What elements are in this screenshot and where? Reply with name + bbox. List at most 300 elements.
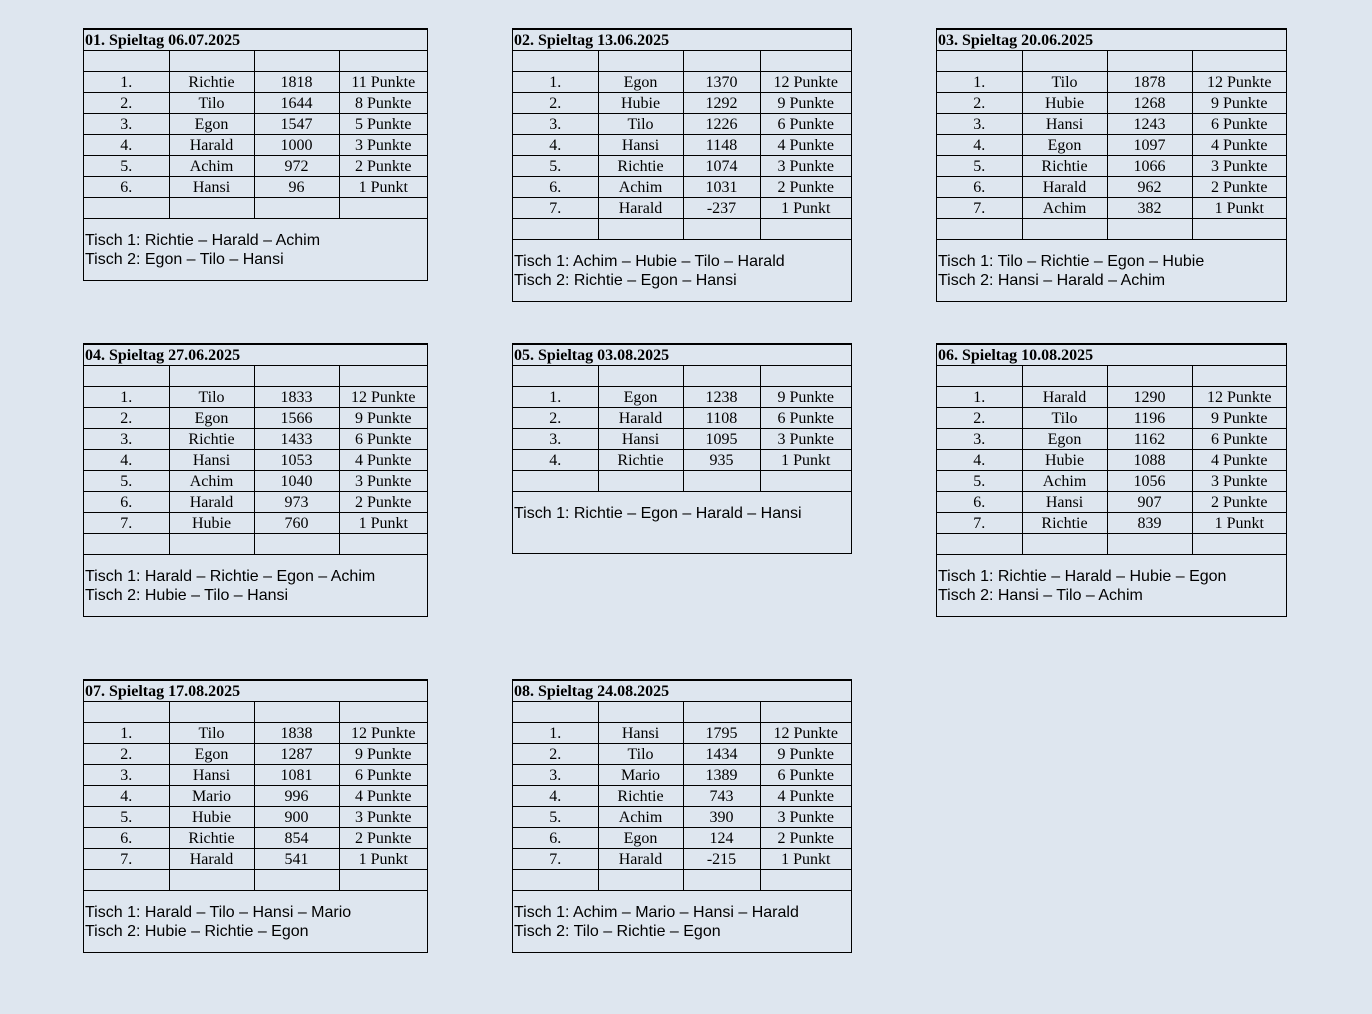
points-cell: 1 Punkt: [760, 450, 851, 471]
player-name-cell: Egon: [1022, 135, 1107, 156]
table-assignments: [937, 555, 1286, 605]
empty-cell: [598, 471, 683, 492]
empty-cell: [683, 702, 760, 723]
empty-cell: [513, 471, 598, 492]
table-row: [513, 198, 851, 219]
points-cell: 3 Punkte: [339, 135, 427, 156]
points-cell: 4 Punkte: [339, 450, 427, 471]
points-cell: 2 Punkte: [339, 492, 427, 513]
empty-cell: [254, 366, 339, 387]
empty-cell: [683, 366, 760, 387]
player-name-cell: Hansi: [169, 450, 254, 471]
player-name-cell: Harald: [1022, 387, 1107, 408]
table-assignment: Tisch 2: Hansi – Tilo – Achim: [938, 587, 1143, 604]
points-cell: 4 Punkte: [760, 135, 851, 156]
spieltag-card: [83, 679, 428, 953]
empty-cell: [1107, 51, 1192, 72]
player-name-cell: Tilo: [1022, 72, 1107, 93]
table-assignment: Tisch 1: Achim – Hubie – Tilo – Harald: [514, 253, 785, 270]
table-assignment: Tisch 2: Egon – Tilo – Hansi: [85, 251, 284, 268]
player-name-cell: Egon: [598, 828, 683, 849]
ranking-table: [84, 680, 427, 891]
table-row: [937, 93, 1286, 114]
table-row: [513, 408, 851, 429]
empty-cell: [513, 702, 598, 723]
table-assignment: Tisch 2: Hubie – Tilo – Hansi: [85, 587, 289, 604]
table-row: [84, 429, 427, 450]
empty-cell: [683, 219, 760, 240]
score-cell: 1292: [683, 93, 760, 114]
empty-row: [84, 870, 427, 891]
empty-cell: [254, 51, 339, 72]
player-name-cell: Richtie: [1022, 513, 1107, 534]
player-name-cell: Richtie: [1022, 156, 1107, 177]
rank-cell: 2.: [937, 408, 1022, 429]
points-cell: 4 Punkte: [760, 786, 851, 807]
table-assignments: [513, 891, 851, 941]
spieltag-title: 05. Spieltag 03.08.2025: [513, 345, 851, 366]
empty-cell: [760, 870, 851, 891]
score-cell: 1433: [254, 429, 339, 450]
score-cell: 1097: [1107, 135, 1192, 156]
rank-cell: 5.: [513, 156, 598, 177]
empty-cell: [84, 534, 169, 555]
empty-cell: [683, 471, 760, 492]
empty-cell: [254, 198, 339, 219]
empty-cell: [513, 219, 598, 240]
table-row: [937, 450, 1286, 471]
empty-cell: [598, 219, 683, 240]
table-assignment: Tisch 1: Achim – Mario – Hansi – Harald: [514, 904, 799, 921]
score-cell: 1370: [683, 72, 760, 93]
rank-cell: 5.: [513, 807, 598, 828]
player-name-cell: Egon: [598, 72, 683, 93]
rank-cell: 3.: [84, 765, 169, 786]
empty-cell: [84, 51, 169, 72]
rank-cell: 2.: [513, 93, 598, 114]
table-assignment: Tisch 1: Richtie – Harald – Hubie – Egon: [938, 568, 1227, 585]
empty-row: [84, 198, 427, 219]
table-row: [937, 114, 1286, 135]
table-row: [84, 786, 427, 807]
table-assignment: Tisch 1: Tilo – Richtie – Egon – Hubie: [938, 253, 1205, 270]
score-cell: 390: [683, 807, 760, 828]
rank-cell: 3.: [513, 765, 598, 786]
ranking-table: [937, 344, 1286, 555]
table-row: [937, 471, 1286, 492]
table-row: [513, 744, 851, 765]
rank-cell: 4.: [84, 135, 169, 156]
score-cell: 1287: [254, 744, 339, 765]
player-name-cell: Mario: [598, 765, 683, 786]
spieltag-title: 06. Spieltag 10.08.2025: [937, 345, 1286, 366]
points-cell: 2 Punkte: [1192, 492, 1286, 513]
empty-row: [513, 471, 851, 492]
table-assignments: [84, 555, 427, 605]
spieltag-card: [83, 343, 428, 617]
spieltag-card: [512, 343, 852, 554]
points-cell: 3 Punkte: [760, 429, 851, 450]
player-name-cell: Hansi: [598, 429, 683, 450]
points-cell: 1 Punkt: [760, 849, 851, 870]
player-name-cell: Hubie: [169, 513, 254, 534]
player-name-cell: Harald: [1022, 177, 1107, 198]
empty-row: [84, 51, 427, 72]
empty-cell: [1107, 366, 1192, 387]
player-name-cell: Achim: [1022, 471, 1107, 492]
ranking-table: [513, 29, 851, 240]
points-cell: 3 Punkte: [760, 807, 851, 828]
score-cell: 1095: [683, 429, 760, 450]
rank-cell: 7.: [513, 849, 598, 870]
table-row: [84, 492, 427, 513]
score-cell: 1434: [683, 744, 760, 765]
points-cell: 12 Punkte: [339, 723, 427, 744]
player-name-cell: Hansi: [169, 765, 254, 786]
table-row: [513, 828, 851, 849]
player-name-cell: Egon: [169, 744, 254, 765]
empty-cell: [1192, 366, 1286, 387]
rank-cell: 4.: [513, 450, 598, 471]
empty-cell: [254, 702, 339, 723]
table-row: [937, 429, 1286, 450]
table-assignment: Tisch 1: Richtie – Egon – Harald – Hansi: [514, 505, 802, 522]
points-cell: 5 Punkte: [339, 114, 427, 135]
empty-cell: [598, 366, 683, 387]
table-assignments: [84, 891, 427, 941]
spieltag-title: 02. Spieltag 13.06.2025: [513, 30, 851, 51]
empty-cell: [169, 51, 254, 72]
points-cell: 6 Punkte: [760, 765, 851, 786]
score-cell: 962: [1107, 177, 1192, 198]
table-assignments: [513, 492, 851, 523]
score-cell: 1074: [683, 156, 760, 177]
score-cell: 1148: [683, 135, 760, 156]
table-row: [513, 786, 851, 807]
table-row: [84, 135, 427, 156]
score-cell: 1268: [1107, 93, 1192, 114]
table-row: [84, 93, 427, 114]
score-cell: 1547: [254, 114, 339, 135]
rank-cell: 2.: [84, 93, 169, 114]
ranking-table: [84, 29, 427, 219]
table-row: [84, 156, 427, 177]
empty-cell: [339, 534, 427, 555]
player-name-cell: Hubie: [1022, 93, 1107, 114]
empty-cell: [598, 51, 683, 72]
player-name-cell: Achim: [169, 471, 254, 492]
player-name-cell: Harald: [598, 198, 683, 219]
player-name-cell: Richtie: [598, 786, 683, 807]
empty-cell: [339, 198, 427, 219]
rank-cell: 5.: [84, 156, 169, 177]
points-cell: 12 Punkte: [760, 723, 851, 744]
table-row: [84, 387, 427, 408]
player-name-cell: Egon: [169, 114, 254, 135]
empty-cell: [937, 219, 1022, 240]
player-name-cell: Richtie: [598, 156, 683, 177]
table-assignment: Tisch 2: Hansi – Harald – Achim: [938, 272, 1166, 289]
score-cell: 973: [254, 492, 339, 513]
empty-row: [84, 534, 427, 555]
score-cell: 1053: [254, 450, 339, 471]
points-cell: 4 Punkte: [1192, 450, 1286, 471]
rank-cell: 7.: [84, 513, 169, 534]
player-name-cell: Egon: [169, 408, 254, 429]
spieltag-title: 08. Spieltag 24.08.2025: [513, 681, 851, 702]
points-cell: 1 Punkt: [1192, 513, 1286, 534]
spieltag-title: 04. Spieltag 27.06.2025: [84, 345, 427, 366]
table-assignments: [937, 240, 1286, 290]
rank-cell: 2.: [513, 744, 598, 765]
player-name-cell: Hubie: [598, 93, 683, 114]
empty-cell: [760, 471, 851, 492]
score-cell: 1056: [1107, 471, 1192, 492]
empty-cell: [1107, 219, 1192, 240]
table-row: [84, 828, 427, 849]
player-name-cell: Egon: [1022, 429, 1107, 450]
empty-cell: [169, 870, 254, 891]
rank-cell: 2.: [937, 93, 1022, 114]
player-name-cell: Richtie: [169, 72, 254, 93]
player-name-cell: Hansi: [169, 177, 254, 198]
table-row: [937, 72, 1286, 93]
score-cell: -215: [683, 849, 760, 870]
empty-cell: [513, 870, 598, 891]
score-cell: 1243: [1107, 114, 1192, 135]
points-cell: 3 Punkte: [1192, 471, 1286, 492]
spieltag-title: 03. Spieltag 20.06.2025: [937, 30, 1286, 51]
rank-cell: 5.: [937, 471, 1022, 492]
empty-cell: [339, 366, 427, 387]
rank-cell: 4.: [937, 450, 1022, 471]
player-name-cell: Hansi: [598, 723, 683, 744]
table-assignment: Tisch 2: Richtie – Egon – Hansi: [514, 272, 737, 289]
empty-cell: [339, 51, 427, 72]
spieltag-card: [936, 28, 1287, 302]
empty-cell: [1022, 534, 1107, 555]
spieltag-card: [936, 343, 1287, 617]
empty-cell: [84, 702, 169, 723]
table-row: [937, 492, 1286, 513]
rank-cell: 3.: [937, 429, 1022, 450]
table-row: [513, 72, 851, 93]
points-cell: 12 Punkte: [760, 72, 851, 93]
points-cell: 9 Punkte: [760, 387, 851, 408]
rank-cell: 3.: [84, 429, 169, 450]
empty-cell: [937, 534, 1022, 555]
points-cell: 2 Punkte: [339, 156, 427, 177]
score-cell: 1081: [254, 765, 339, 786]
score-cell: 1833: [254, 387, 339, 408]
table-row: [937, 156, 1286, 177]
rank-cell: 1.: [84, 723, 169, 744]
table-row: [513, 807, 851, 828]
score-cell: 760: [254, 513, 339, 534]
table-assignment: Tisch 2: Hubie – Richtie – Egon: [85, 923, 309, 940]
score-cell: 900: [254, 807, 339, 828]
table-row: [84, 72, 427, 93]
table-row: [84, 723, 427, 744]
rank-cell: 6.: [84, 828, 169, 849]
ranking-table: [513, 344, 851, 492]
score-cell: 935: [683, 450, 760, 471]
points-cell: 9 Punkte: [339, 408, 427, 429]
rank-cell: 5.: [84, 471, 169, 492]
points-cell: 2 Punkte: [339, 828, 427, 849]
empty-cell: [937, 51, 1022, 72]
table-row: [84, 849, 427, 870]
points-cell: 8 Punkte: [339, 93, 427, 114]
table-row: [84, 471, 427, 492]
rank-cell: 3.: [513, 429, 598, 450]
spieltag-title: 01. Spieltag 06.07.2025: [84, 30, 427, 51]
points-cell: 4 Punkte: [339, 786, 427, 807]
score-cell: 996: [254, 786, 339, 807]
empty-cell: [1022, 51, 1107, 72]
table-row: [937, 198, 1286, 219]
points-cell: 9 Punkte: [1192, 408, 1286, 429]
spieltag-card: [512, 28, 852, 302]
table-row: [84, 513, 427, 534]
score-cell: 1795: [683, 723, 760, 744]
rank-cell: 1.: [513, 387, 598, 408]
table-row: [513, 156, 851, 177]
empty-cell: [598, 870, 683, 891]
points-cell: 1 Punkt: [1192, 198, 1286, 219]
rank-cell: 5.: [937, 156, 1022, 177]
table-row: [937, 408, 1286, 429]
points-cell: 2 Punkte: [760, 828, 851, 849]
table-assignment: Tisch 1: Harald – Tilo – Hansi – Mario: [85, 904, 352, 921]
player-name-cell: Tilo: [169, 387, 254, 408]
points-cell: 6 Punkte: [1192, 114, 1286, 135]
player-name-cell: Richtie: [169, 429, 254, 450]
table-row: [937, 513, 1286, 534]
table-row: [513, 765, 851, 786]
table-row: [937, 135, 1286, 156]
rank-cell: 1.: [84, 387, 169, 408]
empty-row: [513, 870, 851, 891]
spieltag-card: [83, 28, 428, 281]
table-row: [84, 450, 427, 471]
score-cell: 972: [254, 156, 339, 177]
ranking-table: [937, 29, 1286, 240]
points-cell: 3 Punkte: [760, 156, 851, 177]
empty-cell: [1022, 366, 1107, 387]
empty-cell: [84, 870, 169, 891]
empty-row: [937, 51, 1286, 72]
points-cell: 12 Punkte: [1192, 387, 1286, 408]
empty-cell: [760, 366, 851, 387]
table-row: [84, 744, 427, 765]
empty-cell: [513, 51, 598, 72]
player-name-cell: Egon: [598, 387, 683, 408]
player-name-cell: Mario: [169, 786, 254, 807]
points-cell: 2 Punkte: [760, 177, 851, 198]
player-name-cell: Hansi: [1022, 114, 1107, 135]
points-cell: 1 Punkt: [760, 198, 851, 219]
empty-cell: [169, 366, 254, 387]
player-name-cell: Tilo: [1022, 408, 1107, 429]
score-cell: 743: [683, 786, 760, 807]
points-cell: 3 Punkte: [339, 807, 427, 828]
player-name-cell: Tilo: [598, 744, 683, 765]
player-name-cell: Harald: [169, 492, 254, 513]
player-name-cell: Hubie: [1022, 450, 1107, 471]
empty-cell: [169, 702, 254, 723]
empty-row: [513, 51, 851, 72]
rank-cell: 6.: [84, 492, 169, 513]
score-cell: 1088: [1107, 450, 1192, 471]
player-name-cell: Achim: [598, 177, 683, 198]
rank-cell: 4.: [513, 135, 598, 156]
rank-cell: 2.: [84, 408, 169, 429]
points-cell: 3 Punkte: [339, 471, 427, 492]
score-cell: 1290: [1107, 387, 1192, 408]
player-name-cell: Richtie: [598, 450, 683, 471]
empty-cell: [937, 366, 1022, 387]
rank-cell: 1.: [513, 72, 598, 93]
points-cell: 6 Punkte: [339, 429, 427, 450]
points-cell: 9 Punkte: [760, 744, 851, 765]
table-assignment: Tisch 2: Tilo – Richtie – Egon: [514, 923, 721, 940]
score-cell: 1238: [683, 387, 760, 408]
score-cell: 1162: [1107, 429, 1192, 450]
empty-cell: [339, 870, 427, 891]
empty-cell: [760, 702, 851, 723]
rank-cell: 1.: [937, 387, 1022, 408]
table-assignment: Tisch 1: Harald – Richtie – Egon – Achim: [85, 568, 376, 585]
points-cell: 1 Punkt: [339, 849, 427, 870]
points-cell: 12 Punkte: [339, 387, 427, 408]
empty-cell: [169, 534, 254, 555]
player-name-cell: Tilo: [169, 723, 254, 744]
empty-cell: [254, 534, 339, 555]
player-name-cell: Tilo: [169, 93, 254, 114]
score-cell: 1389: [683, 765, 760, 786]
rank-cell: 7.: [937, 198, 1022, 219]
table-assignments: [513, 240, 851, 290]
empty-cell: [84, 198, 169, 219]
spieltag-card: [512, 679, 852, 953]
rank-cell: 4.: [937, 135, 1022, 156]
rank-cell: 4.: [84, 786, 169, 807]
rank-cell: 6.: [84, 177, 169, 198]
points-cell: 2 Punkte: [1192, 177, 1286, 198]
points-cell: 9 Punkte: [339, 744, 427, 765]
points-cell: 6 Punkte: [339, 765, 427, 786]
score-cell: 1108: [683, 408, 760, 429]
empty-cell: [1107, 534, 1192, 555]
table-row: [513, 723, 851, 744]
table-row: [84, 765, 427, 786]
score-cell: 1066: [1107, 156, 1192, 177]
empty-cell: [254, 870, 339, 891]
points-cell: 4 Punkte: [1192, 135, 1286, 156]
rank-cell: 6.: [513, 177, 598, 198]
score-cell: 541: [254, 849, 339, 870]
empty-cell: [760, 51, 851, 72]
table-row: [513, 177, 851, 198]
score-cell: 907: [1107, 492, 1192, 513]
rank-cell: 1.: [513, 723, 598, 744]
table-row: [937, 177, 1286, 198]
table-row: [513, 429, 851, 450]
points-cell: 6 Punkte: [1192, 429, 1286, 450]
player-name-cell: Harald: [598, 849, 683, 870]
table-row: [513, 387, 851, 408]
